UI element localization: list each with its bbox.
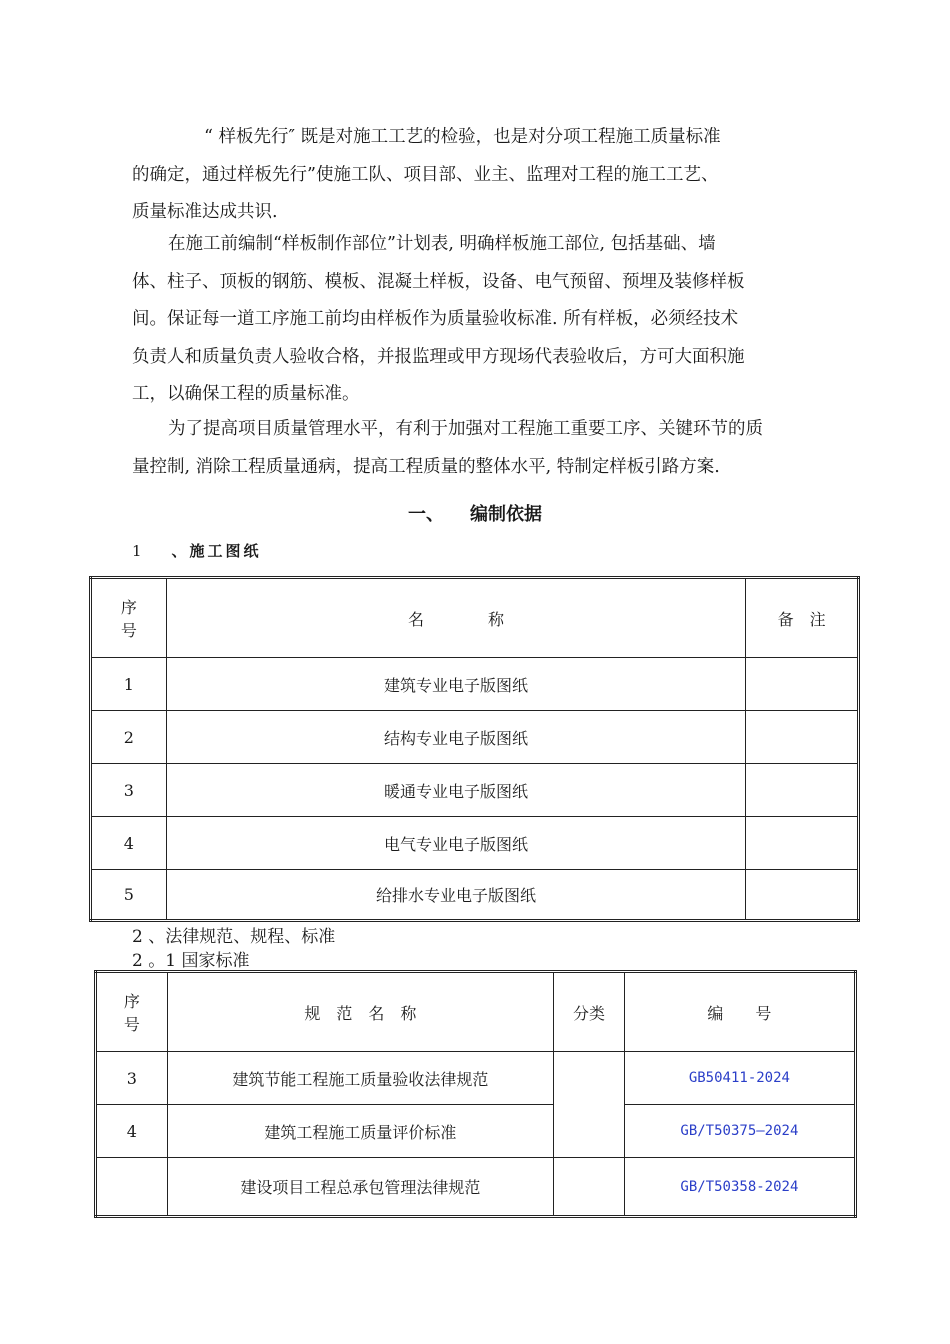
intro-paragraph-1 [132,119,832,232]
header-name: 名 称 [166,578,746,658]
text-line: 量控制, 消除工程质量通病，提高工程质量的整体水平, 特制定样板引路方案. [132,456,720,477]
subsection-title: 、施工图纸 [171,542,262,560]
header-name: 规 范 名 称 [167,972,553,1052]
drawings-table [89,576,860,922]
cell-name: 暖通专业电子版图纸 [166,764,746,817]
cell-code: GB50411-2024 [624,1052,855,1105]
standards-table [94,970,857,1218]
table-row [91,870,859,921]
cell-name: 建筑工程施工质量评价标准 [167,1105,553,1158]
section-heading [0,500,950,526]
cell-code: GB/T50358-2024 [624,1158,855,1217]
cell-seq: 4 [91,817,167,870]
cell-seq: 3 [91,764,167,817]
cell-note [746,764,859,817]
text-line: 的确定，通过样板先行”使施工队、项目部、业主、监理对工程的施工工艺、 [132,164,719,185]
cell-name: 建筑专业电子版图纸 [166,658,746,711]
cell-name: 建筑节能工程施工质量验收法律规范 [167,1052,553,1105]
cell-note [746,870,859,921]
cell-seq: 3 [96,1052,168,1105]
table-row [91,658,859,711]
cell-name: 建设项目工程总承包管理法律规范 [167,1158,553,1217]
table-row [91,764,859,817]
text-line: 负责人和质量负责人验收合格，并报监理或甲方现场代表验收后，方可大面积施 [132,346,745,367]
cell-note [746,817,859,870]
table-row [91,817,859,870]
intro-paragraph-2 [132,226,832,414]
text-line: 为了提高项目质量管理水平，有利于加强对工程施工重要工序、关键环节的质 [168,419,763,439]
table-row [96,1158,856,1217]
text-line: 在施工前编制“样板制作部位”计划表, 明确样板施工部位, 包括基础、墙 [168,234,716,254]
cell-category [554,1158,625,1217]
table-header-row [91,578,859,658]
subsection-standards: 2 、法律规范、规程、标准 [132,927,336,947]
table-row [96,1105,856,1158]
table-header-row [96,972,856,1052]
text-line: 质量标准达成共识. [132,202,278,222]
intro-paragraph-3 [132,411,832,486]
header-seq: 序 号 [91,578,167,658]
cell-name: 电气专业电子版图纸 [166,817,746,870]
header-note: 备 注 [746,578,859,658]
text-line: 工，以确保工程的质量标准。 [132,384,360,404]
cell-seq: 5 [91,870,167,921]
cell-name: 给排水专业电子版图纸 [166,870,746,921]
cell-note [746,658,859,711]
section-number: 一、 [408,504,444,525]
subsection-national-standards: 2 。1 国家标准 [132,951,250,971]
text-line: 体、柱子、顶板的钢筋、模板、混凝土样板，设备、电气预留、预埋及装修样板 [132,271,745,292]
cell-category [554,1052,625,1158]
cell-seq: 1 [91,658,167,711]
cell-note [746,711,859,764]
section-title: 编制依据 [470,504,542,525]
table-row [96,1052,856,1105]
cell-seq: 4 [96,1105,168,1158]
text-line: “ 样板先行″ 既是对施工工艺的检验，也是对分项工程施工质量标准 [204,127,721,147]
cell-seq [96,1158,168,1217]
header-category: 分类 [554,972,625,1052]
cell-code: GB/T50375—2024 [624,1105,855,1158]
cell-seq: 2 [91,711,167,764]
table-row [91,711,859,764]
header-seq: 序 号 [96,972,168,1052]
text-line: 间。保证每一道工序施工前均由样板作为质量验收标准. 所有样板，必须经技术 [132,309,739,329]
header-code: 编 号 [624,972,855,1052]
subsection-drawings [132,540,262,561]
subsection-number: 1 [132,542,142,560]
cell-name: 结构专业电子版图纸 [166,711,746,764]
